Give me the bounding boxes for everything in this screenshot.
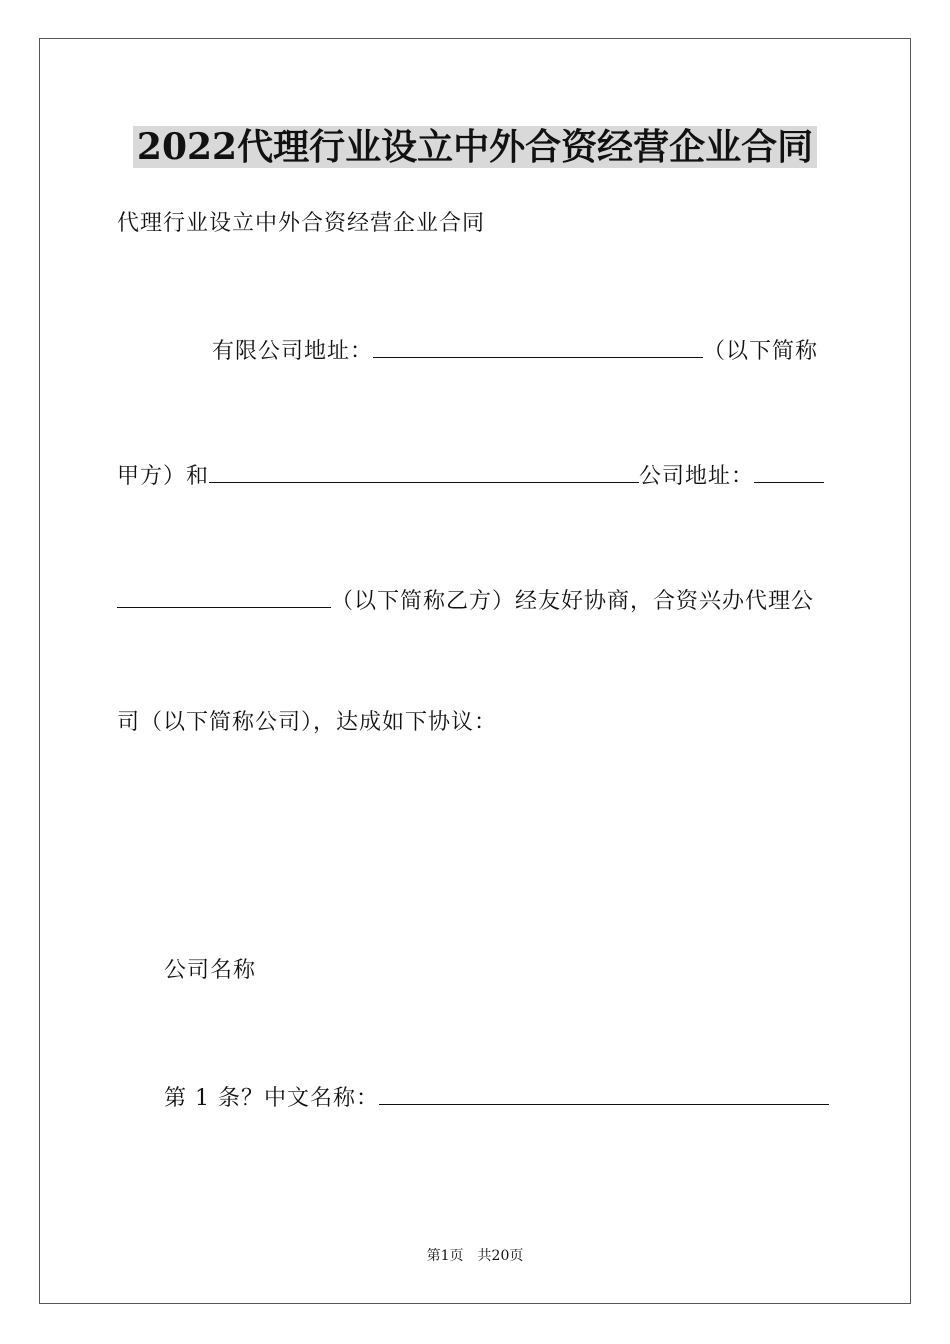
party-a-abbrev-end: 甲方）和 xyxy=(117,464,210,489)
article-1-line xyxy=(164,1082,829,1114)
document-subtitle: 代理行业设立中外合资经营企业合同 xyxy=(117,211,486,236)
chinese-name-blank[interactable] xyxy=(379,1082,829,1105)
party-b-abbrev-text: （以下简称乙方）经友好协商，合资兴办代理公 xyxy=(331,589,815,614)
party-a-abbrev-label: （以下简称 xyxy=(703,339,819,364)
page-footer xyxy=(0,1246,950,1266)
document-title-text: 2022代理行业设立中外合资经营企业合同 xyxy=(133,126,817,168)
party-b-name-blank[interactable] xyxy=(209,460,639,483)
party-a-address-label: 有限公司地址： xyxy=(212,339,374,364)
paragraph-line-2 xyxy=(117,460,824,492)
paragraph-line-4: 司（以下简称公司），达成如下协议： xyxy=(117,710,498,735)
page-total: 共20页 xyxy=(477,1248,524,1264)
article-1-label: 第 1 条？中文名称： xyxy=(164,1086,379,1111)
paragraph-line-1 xyxy=(212,335,818,367)
party-b-address-blank-start[interactable] xyxy=(754,460,824,483)
section-heading: 公司名称 xyxy=(164,958,257,983)
document-title xyxy=(0,123,950,171)
paragraph-line-3 xyxy=(117,585,814,617)
party-b-address-label: 公司地址： xyxy=(639,464,755,489)
party-b-address-blank-end[interactable] xyxy=(117,585,331,608)
page-number: 第1页 xyxy=(426,1248,464,1264)
party-a-address-blank[interactable] xyxy=(373,335,703,358)
